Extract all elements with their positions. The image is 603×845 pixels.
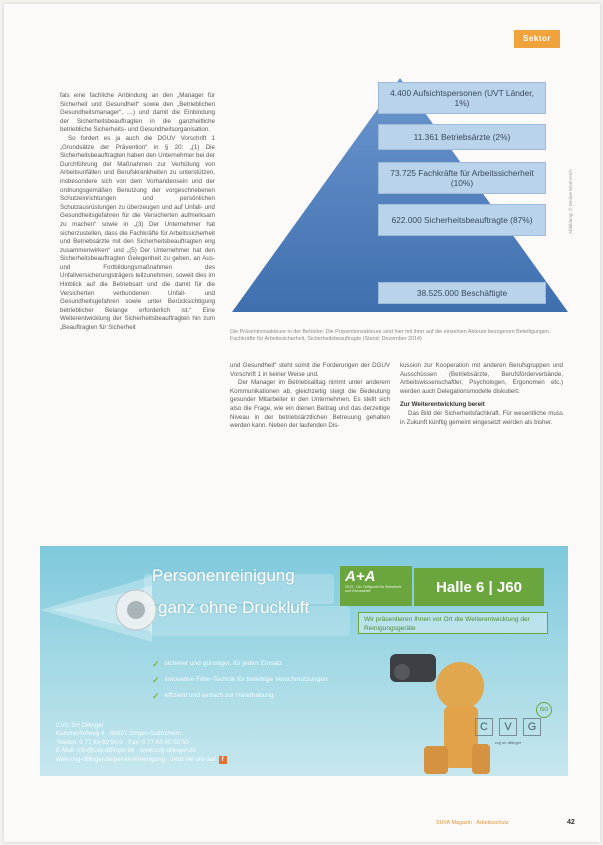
section-tab: Sektor	[514, 30, 560, 48]
ad-feature-item	[152, 656, 328, 672]
ad-feature-item	[152, 688, 328, 704]
cvg-letter: G	[523, 718, 541, 736]
section-subheading: Zur Weiterentwicklung bereit	[400, 401, 485, 409]
ad-feature-text: effizient und einfach zur Handhabung	[164, 692, 274, 699]
article-paragraph: fals eine fachliche Anbindung an den „Manager für Sicherheit und Gesundheit“ sowie den „Betrieblichen Gesundheitsmanager“, …) und damit die Einbindung der Sicherheitsbeauftragten in die ganzheitliche betriebliche Sicherheits- und Gesundheitsorganisation.	[60, 92, 215, 134]
ad-feature-text: innovative Filter-Technik für beliebige Verschmutzungen	[164, 676, 328, 683]
ad-feature-item	[152, 672, 328, 688]
cvg-letter: V	[499, 718, 517, 736]
magazine-page	[4, 4, 600, 842]
pyramid-level-4: 622.000 Sicherheitsbeauftragte (87%)	[378, 204, 546, 236]
cvg-letter: C	[475, 718, 493, 736]
checkmark-icon: ✓	[152, 675, 160, 685]
article-column-3	[400, 362, 563, 427]
hall-booth-label: Halle 6 | J60	[414, 568, 544, 606]
ad-feature-list	[152, 656, 328, 704]
ad-feature-text: sicherer und günstiger, für jeden Einsatz	[164, 660, 283, 667]
cvg-logo	[464, 707, 552, 770]
aa-fair-logo	[340, 566, 412, 606]
cvg-tagline: cvg sh dillinger	[494, 740, 522, 745]
aa-logo-subtext: 2013 · Der Treffpunkt für Sicherheit und Gesundheit	[345, 585, 402, 594]
ad-contact-phone: Telefon: 0 77 63-60 50 0 · Fax: 0 77 63-60 50 50	[56, 738, 189, 746]
pyramid-level-1: 4.400 Aufsichtspersonen (UVT Länder, 1%)	[378, 82, 546, 114]
article-paragraph: Das Bild der Sicherheitsfachkraft. Für wesentliche muss in Zukunft künftig gemeint eingesetzt werden als bisher.	[400, 409, 563, 426]
page-number: 42	[567, 819, 575, 826]
figure-caption: Die Präventionsakteure in der Betriebe: Die Präventionsakteure sind hier mit ihrer auf die einzelnen Akteure bezogenen Beteiligungen. Fachkräfte für Arbeitssicherheit, Sicherheitsbeauftragte (Stand: Dezember 2014)	[230, 329, 551, 343]
ad-contact-email[interactable]: E-Mail: info@cvg-dillinger.de · www.cvg-dillinger.de	[56, 747, 197, 755]
article-paragraph: kussion zur Kooperation mit anderen Berufsgruppen und Ausschüssen (Betriebsärzte, Berufsförderverbände, Arbeitswissenschaftler, Psychologen, Ergonomen etc.) werden auch Delegationsmodelle diskutiert.	[400, 362, 563, 395]
image-credit: Abbildung: © Denise Eisenreich	[568, 169, 573, 234]
ad-contact-address: Kammerhofweg 4 · 88697 Singen-Salmsheim	[56, 730, 181, 738]
pyramid-figure	[230, 74, 570, 322]
ad-contact-block	[56, 722, 306, 764]
ad-contact-company: CVG SH Dillinger	[56, 722, 104, 729]
pyramid-level-2: 11.361 Betriebsärzte (2%)	[378, 124, 546, 150]
advertisement[interactable]	[40, 546, 568, 776]
article-paragraph: So fordert es ja auch die DGUV Vorschrift 1 „Grundsätze der Prävention“ in § 20: „(1) Die Sicherheitsbeauftragten haben den Unternehmer bei der Durchführung der Maßnahmen zur Verhütung von Arbeitsunfällen und Berufskrankheiten zu unterstützen, insbesondere sich von dem Vorhandensein und der ordnungsgemäßen Benutzung der vorgeschriebenen Schutzeinrichtungen und persönlichen Schutzausrüstungen zu überzeugen und auf Unfall- und Gesundheitsgefahren für die Versicherten aufmerksam zu machen“ sowie in „(3) Der Unternehmer hat sicherzustellen, dass die Fachkräfte für Arbeitssicherheit und Betriebsärzte mit den Sicherheitsbeauftragten eng zusammenwirken“ und „(5) Der Unternehmer hat den Sicherheitsbeauftragten Gelegenheit zu geben, an Aus- und Fortbildungsmaßnahmen des Unfallversicherungsträgers teilzunehmen, soweit dies im Hinblick auf die Betriebsart und die damit für die Versicherten verbundenen Unfall- und Gesundheitsgefahren sowie unter Berücksichtigung betrieblicher Belange erforderlich ist.“ Eine Weiterentwicklung der Sicherheitsbeauftragten hin zum „Beauftragten für Sicherheit	[60, 134, 215, 332]
article-column-1	[60, 92, 215, 333]
ad-headline: Personenreinigung	[152, 566, 295, 585]
ad-presenter-text: Wir präsentieren Ihnen vor Ort die Weiterentwicklung der Reinigungsgeräte	[358, 612, 548, 634]
ad-subheadline: ganz ohne Druckluft	[158, 598, 310, 617]
pyramid-level-5: 38.525.000 Beschäftigte	[378, 282, 546, 304]
article-paragraph: Der Manager im Betriebsalltag nimmt unter anderem Kommunikationen ab, gleichzeitig steigt die Bedeutung gesunder Mitarbeiter in den Unternehmen. Es stellt sich also die Frage, wie ein dienen Beitrag und das derzeitige Niveau in der betriebsärztlichen Betreuung gehalten werden kann. Neben der laufenden Dis-	[230, 379, 390, 430]
checkmark-icon: ✓	[152, 659, 160, 669]
certification-badge-icon: ISO	[536, 702, 552, 718]
facebook-icon[interactable]: f	[219, 756, 227, 764]
article-paragraph: und Gesundheit“ steht somit die Forderungen der DGUV Vorschrift 1 in keiner Weise und.	[230, 362, 390, 378]
article-column-2	[230, 362, 390, 431]
ad-web-link[interactable]: www.cvg-dillinger.de/personenreinigung · Jetzt bei uns auf	[56, 755, 216, 763]
checkmark-icon: ✓	[152, 691, 160, 701]
aa-logo-text: A+A	[345, 568, 376, 585]
pyramid-level-3: 73.725 Fachkräfte für Arbeitssicherheit (10%)	[378, 162, 546, 194]
footer-magazine-name: SUVA Magazin · Arbeitsschutz	[436, 820, 509, 826]
ad-contact-web[interactable]	[56, 756, 306, 764]
